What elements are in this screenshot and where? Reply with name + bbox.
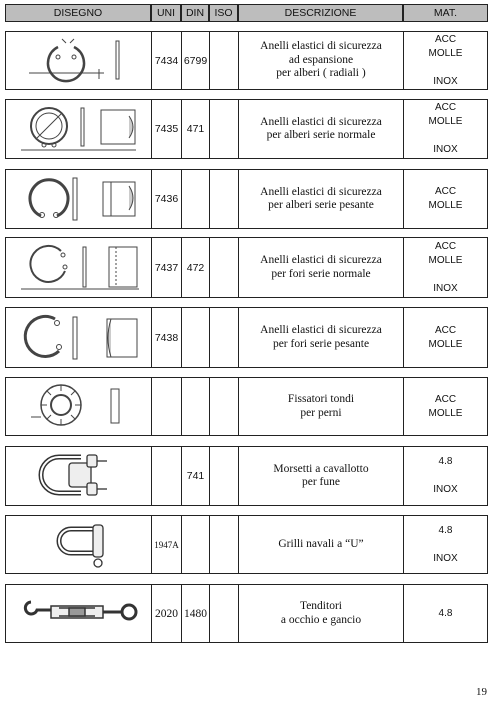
din-code bbox=[181, 308, 209, 367]
uni-code: 2020 bbox=[151, 585, 181, 642]
iso-code bbox=[209, 378, 238, 435]
din-code: 471 bbox=[181, 100, 209, 158]
table-row bbox=[5, 446, 488, 506]
header-mat: MAT. bbox=[403, 4, 488, 22]
table-row bbox=[5, 515, 488, 574]
din-code: 1480 bbox=[181, 585, 209, 642]
iso-code bbox=[209, 238, 238, 297]
table-row bbox=[5, 169, 488, 229]
din-code bbox=[181, 378, 209, 435]
description: Anelli elastici di sicurezza ad espansione per alberi ( radiali ) bbox=[238, 32, 403, 89]
description: Morsetti a cavallotto per fune bbox=[238, 447, 403, 505]
uni-code: 7435 bbox=[151, 100, 181, 158]
table-row bbox=[5, 237, 488, 298]
din-code: 741 bbox=[181, 447, 209, 505]
uni-code bbox=[151, 447, 181, 505]
round-fastener-icon bbox=[6, 378, 151, 435]
uni-code: 7438 bbox=[151, 308, 181, 367]
description: Anelli elastici di sicurezza per fori serie normale bbox=[238, 238, 403, 297]
iso-code bbox=[209, 516, 238, 573]
shaft-circlip-heavy-icon bbox=[6, 170, 151, 228]
material: 4.8 INOX bbox=[403, 516, 487, 573]
uni-code: 7437 bbox=[151, 238, 181, 297]
iso-code bbox=[209, 32, 238, 89]
uni-code: 7436 bbox=[151, 170, 181, 228]
iso-code bbox=[209, 308, 238, 367]
material: ACC MOLLE INOX bbox=[403, 32, 487, 89]
material: ACC MOLLE bbox=[403, 170, 487, 228]
material: 4.8 bbox=[403, 585, 487, 642]
table-row bbox=[5, 99, 488, 159]
header-descrizione: DESCRIZIONE bbox=[238, 4, 403, 22]
table-row bbox=[5, 377, 488, 436]
description: Anelli elastici di sicurezza per alberi serie normale bbox=[238, 100, 403, 158]
uni-code: 7434 bbox=[151, 32, 181, 89]
din-code bbox=[181, 170, 209, 228]
description: Grilli navali a “U” bbox=[238, 516, 403, 573]
description: Tenditori a occhio e gancio bbox=[238, 585, 403, 642]
header-iso: ISO bbox=[209, 4, 238, 22]
header-din: DIN bbox=[181, 4, 209, 22]
table-row bbox=[5, 584, 488, 643]
iso-code bbox=[209, 447, 238, 505]
uni-code bbox=[151, 378, 181, 435]
din-code bbox=[181, 516, 209, 573]
shackle-icon bbox=[6, 516, 151, 573]
header-uni: UNI bbox=[151, 4, 181, 22]
description: Anelli elastici di sicurezza per fori serie pesante bbox=[238, 308, 403, 367]
table-row bbox=[5, 31, 488, 90]
material: ACC MOLLE INOX bbox=[403, 238, 487, 297]
iso-code bbox=[209, 585, 238, 642]
material: ACC MOLLE bbox=[403, 308, 487, 367]
wire-rope-clip-icon bbox=[6, 447, 151, 505]
din-code: 472 bbox=[181, 238, 209, 297]
material: 4.8 INOX bbox=[403, 447, 487, 505]
turnbuckle-icon bbox=[6, 585, 151, 642]
material: ACC MOLLE bbox=[403, 378, 487, 435]
bore-circlip-heavy-icon bbox=[6, 308, 151, 367]
table-row bbox=[5, 307, 488, 368]
header-disegno: DISEGNO bbox=[5, 4, 151, 22]
material: ACC MOLLE INOX bbox=[403, 100, 487, 158]
description: Anelli elastici di sicurezza per alberi serie pesante bbox=[238, 170, 403, 228]
page-number: 19 bbox=[476, 686, 487, 698]
uni-code: 1947A bbox=[151, 516, 181, 573]
din-code: 6799 bbox=[181, 32, 209, 89]
description: Fissatori tondi per perni bbox=[238, 378, 403, 435]
expansion-ring-icon bbox=[6, 32, 151, 89]
iso-code bbox=[209, 100, 238, 158]
shaft-circlip-normal-icon bbox=[6, 100, 151, 158]
iso-code bbox=[209, 170, 238, 228]
bore-circlip-normal-icon bbox=[6, 238, 151, 297]
